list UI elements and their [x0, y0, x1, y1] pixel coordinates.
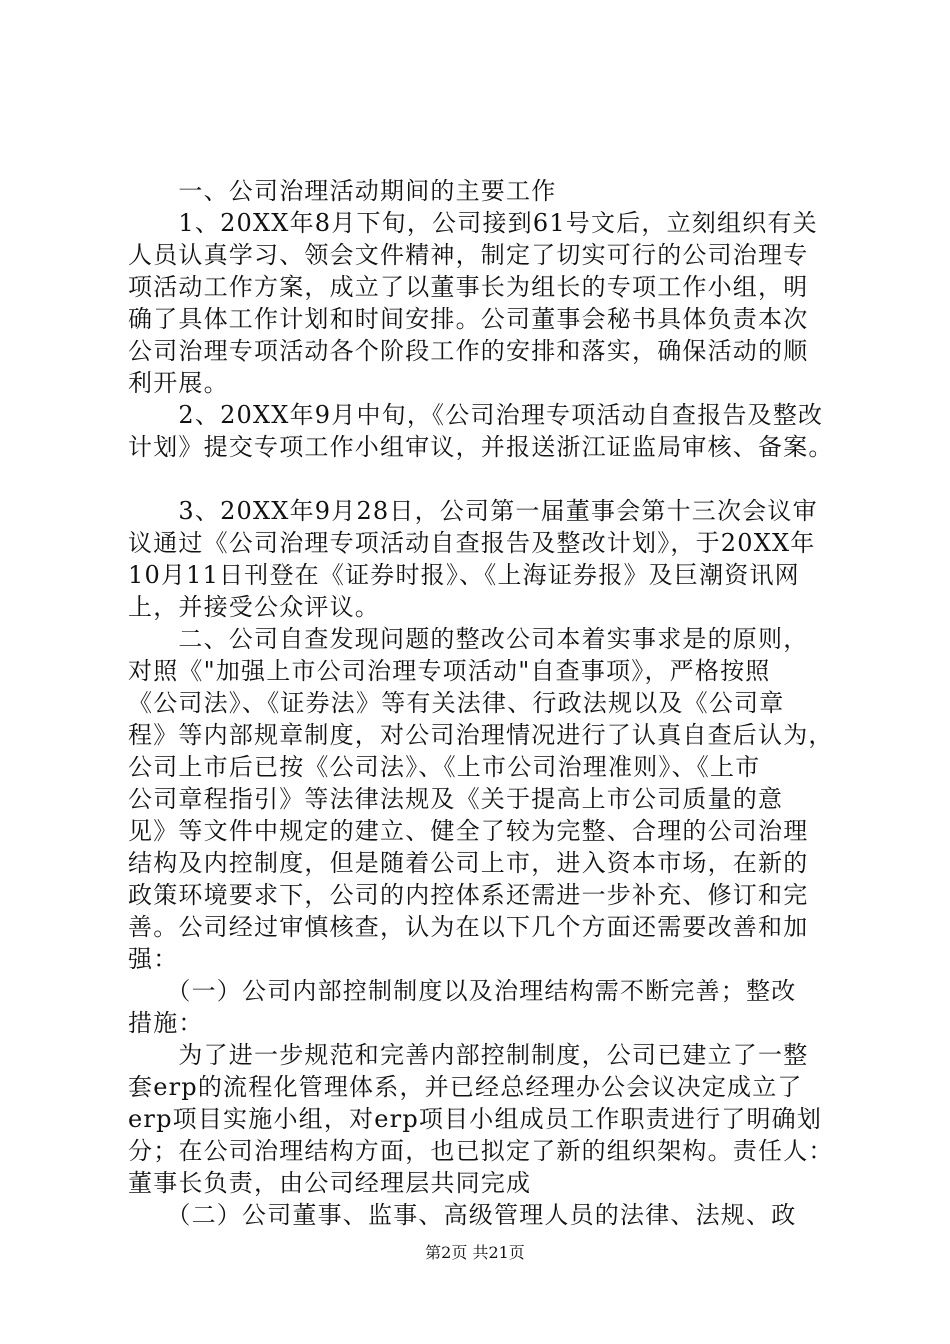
body-line: 政策环境要求下，公司的内控体系还需进一步补充、修订和完 [128, 881, 809, 909]
document-body [128, 175, 834, 1231]
heading-section-1: 一、公司治理活动期间的主要工作 [128, 177, 557, 205]
body-line: erp项目实施小组，对erp项目小组成员工作职责进行了明确划 [128, 1105, 823, 1133]
body-line: 公司治理专项活动各个阶段工作的安排和落实，确保活动的顺 [128, 337, 809, 365]
body-line: 上，并接受公众评议。 [128, 593, 380, 621]
body-line: 董事长负责，由公司经理层共同完成 [128, 1169, 532, 1197]
body-line: 利开展。 [128, 369, 229, 397]
body-line: 分；在公司治理结构方面，也已拟定了新的组织架构。责任人： [128, 1137, 834, 1165]
page-number-footer: 第2页 共21页 [425, 1243, 525, 1262]
body-line: 10月11日刊登在《证券时报》、《上海证券报》及巨潮资讯网 [128, 561, 800, 589]
body-line: 程》等内部规章制度，对公司治理情况进行了认真自查后认为， [128, 721, 834, 749]
body-line: 人员认真学习、领会文件精神，制定了切实可行的公司治理专 [128, 241, 809, 269]
body-line: 强： [128, 945, 179, 973]
subheading-1: （一）公司内部控制制度以及治理结构需不断完善；整改 [128, 977, 797, 1005]
paragraph-gap [128, 463, 828, 495]
body-line: 计划》提交专项工作小组审议，并报送浙江证监局审核、备案。 [128, 433, 834, 461]
body-line: 《公司法》、《证券法》等有关法律、行政法规以及《公司章 [128, 689, 785, 717]
body-line: 为了进一步规范和完善内部控制制度，公司已建立了一整 [128, 1041, 809, 1069]
body-line: 对照《"加强上市公司治理专项活动"自查事项》，严格按照 [128, 657, 771, 685]
body-line: 公司上市后已按《公司法》、《上市公司治理准则》、《上市 [128, 753, 761, 781]
body-line: 套erp的流程化管理体系，并已经总经理办公会议决定成立了 [128, 1073, 803, 1101]
body-line: 公司章程指引》等法律法规及《关于提高上市公司质量的意 [128, 785, 784, 813]
heading-section-2: 二、公司自查发现问题的整改公司本着实事求是的原则， [128, 625, 809, 653]
body-line: 善。公司经过审慎核查，认为在以下几个方面还需要改善和加 [128, 913, 809, 941]
body-line: 3、20XX年9月28日，公司第一届董事会第十三次会议审 [128, 497, 818, 525]
body-line: 议通过《公司治理专项活动自查报告及整改计划》，于20XX年 [128, 529, 816, 557]
subheading-2: （二）公司董事、监事、高级管理人员的法律、法规、政 [128, 1201, 797, 1229]
body-line: 项活动工作方案，成立了以董事长为组长的专项工作小组，明 [128, 273, 809, 301]
body-line: 结构及内控制度，但是随着公司上市，进入资本市场，在新的 [128, 849, 809, 877]
body-line: 措施： [128, 1009, 204, 1037]
body-line: 1、20XX年8月下旬，公司接到61号文后，立刻组织有关 [128, 209, 818, 237]
body-line: 确了具体工作计划和时间安排。公司董事会秘书具体负责本次 [128, 305, 809, 333]
body-line: 见》等文件中规定的建立、健全了较为完整、合理的公司治理 [128, 817, 809, 845]
body-line: 2、20XX年9月中旬，《公司治理专项活动自查报告及整改 [128, 401, 824, 429]
